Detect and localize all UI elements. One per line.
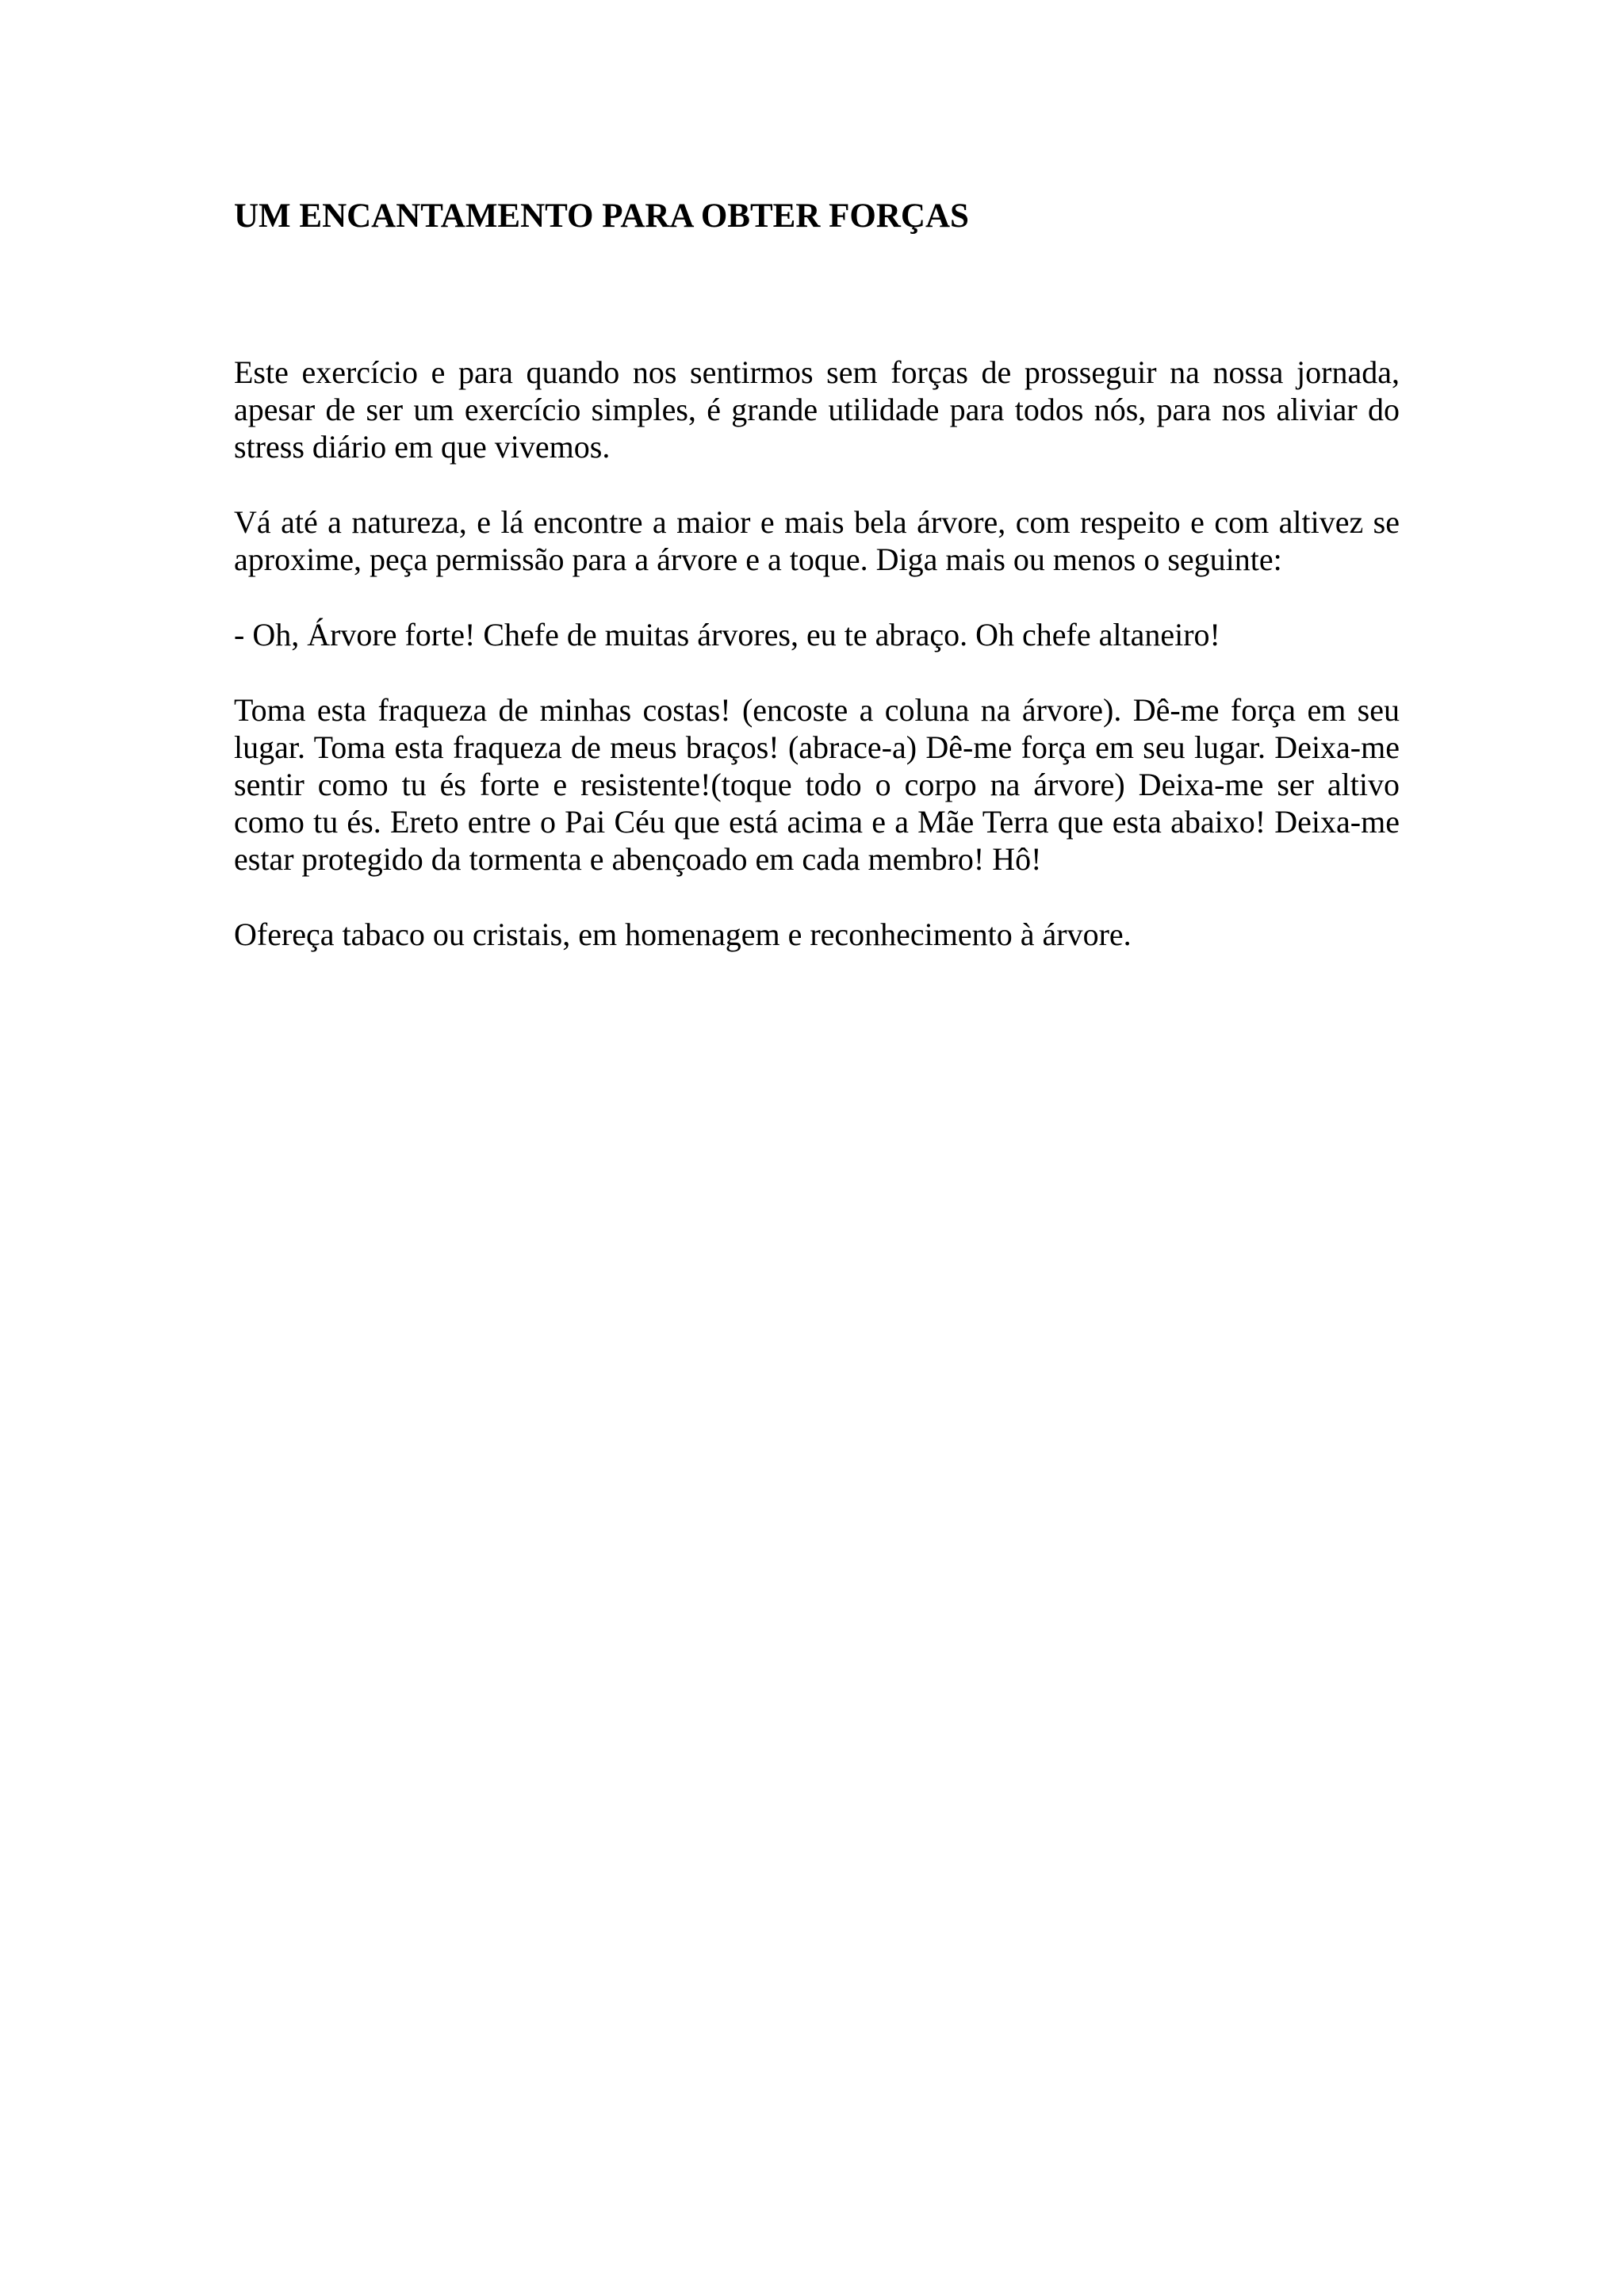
document-body: [234, 354, 1400, 991]
paragraph-chant: Toma esta fraqueza de minhas costas! (encoste a coluna na árvore). Dê-me força em seu lugar. Toma esta fraqueza de meus braços! (abrace-a) Dê-me força em seu lugar. Deixa-me sentir como tu és forte e resistente!(toque todo o corpo na árvore) Deixa-me ser altivo como tu és. Ereto entre o Pai Céu que está acima e a Mãe Terra que esta abaixo! Deixa-me estar protegido da tormenta e abençoado em cada membro! Hô!: [234, 692, 1400, 877]
document-title: UM ENCANTAMENTO PARA OBTER FORÇAS: [234, 197, 969, 235]
paragraph-instructions: Vá até a natureza, e lá encontre a maior e mais bela árvore, com respeito e com altivez se aproxime, peça permissão para a árvore e a toque. Diga mais ou menos o seguinte:: [234, 504, 1400, 577]
paragraph-intro: Este exercício e para quando nos sentirmos sem forças de prosseguir na nossa jornada, apesar de ser um exercício simples, é grande utilidade para todos nós, para nos aliviar do stress diário em que vivemos.: [234, 354, 1400, 465]
paragraph-offering: Ofereça tabaco ou cristais, em homenagem e reconhecimento à árvore.: [234, 916, 1132, 952]
paragraph-invocation: - Oh, Árvore forte! Chefe de muitas árvores, eu te abraço. Oh chefe altaneiro!: [234, 617, 1220, 652]
